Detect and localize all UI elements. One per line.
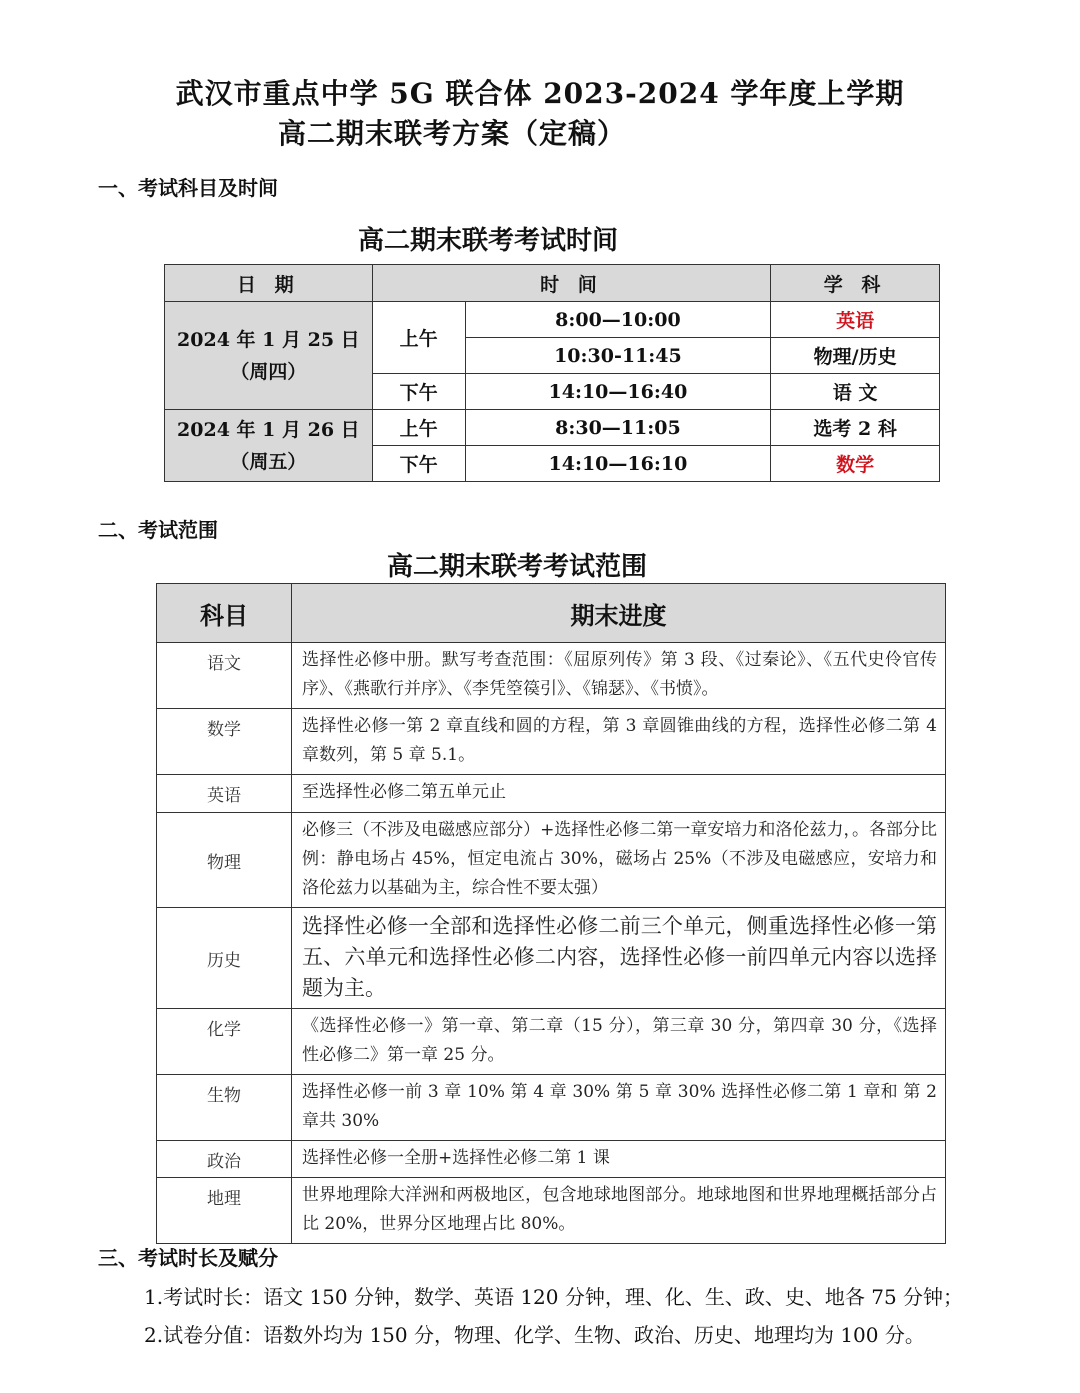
scope-content: 至选择性必修二第五单元止: [292, 775, 946, 813]
date-cell-day2: [165, 410, 373, 482]
exam-schedule-table: [164, 264, 940, 482]
scope-content: 选择性必修一全部和选择性必修二前三个单元，侧重选择性必修一第五、六单元和选择性必修二内容，选择性必修一前四单元内容以选择题为主。: [292, 908, 946, 1009]
scope-row: [157, 908, 946, 1009]
document-title-line2: 高二期末联考方案（定稿）: [278, 117, 627, 150]
scope-subject: 生物: [157, 1075, 292, 1141]
schedule-row: [165, 302, 940, 338]
scope-row: [157, 643, 946, 709]
scope-subject: 地理: [157, 1178, 292, 1244]
scope-subject: 政治: [157, 1141, 292, 1178]
date-text: 2024 年 1 月 25 日: [177, 328, 360, 351]
scope-content: 《选择性必修一》第一章、第二章（15 分），第三章 30 分，第四章 30 分，《选择性必修二》第一章 25 分。: [292, 1009, 946, 1075]
schedule-header-row: [165, 265, 940, 302]
scope-subject: 数学: [157, 709, 292, 775]
scope-content: 必修三（不涉及电磁感应部分）+选择性必修二第一章安培力和洛伦兹力，。各部分比例：静电场占 45%，恒定电流占 30%，磁场占 25%（不涉及电磁感应，安培力和洛伦兹力以基础为主，综合性不要太强）: [292, 813, 946, 908]
header-subject: 学 科: [771, 265, 940, 302]
scope-content: 选择性必修中册。默写考查范围：《屈原列传》第 3 段、《过秦论》、《五代史伶官传序》、《燕歌行并序》、《李凭箜篌引》、《锦瑟》、《书愤》。: [292, 643, 946, 709]
scope-header-row: [157, 584, 946, 643]
time-cell: 14:10—16:10: [465, 446, 771, 482]
scope-row: [157, 1075, 946, 1141]
duration-line: 1.考试时长：语文 150 分钟，数学、英语 120 分钟，理、化、生、政、史、地各 75 分钟；: [144, 1285, 964, 1309]
section1-heading: 一、考试科目及时间: [98, 176, 278, 200]
scope-row: [157, 813, 946, 908]
subject-cell: 数学: [771, 446, 940, 482]
scope-subject: 物理: [157, 813, 292, 908]
header-content: 期末进度: [292, 584, 946, 643]
subject-cell: 语 文: [771, 374, 940, 410]
scope-content: 世界地理除大洋洲和两极地区，包含地球地图部分。地球地图和世界地理概括部分占比 20%，世界分区地理占比 80%。: [292, 1178, 946, 1244]
period-pm: 下午: [372, 374, 465, 410]
scope-subject: 语文: [157, 643, 292, 709]
period-am: 上午: [372, 302, 465, 374]
scope-row: [157, 709, 946, 775]
scope-content: 选择性必修一前 3 章 10% 第 4 章 30% 第 5 章 30% 选择性必修二第 1 章和 第 2 章共 30%: [292, 1075, 946, 1141]
scope-content: 选择性必修一第 2 章直线和圆的方程，第 3 章圆锥曲线的方程，选择性必修二第 4 章数列，第 5 章 5.1。: [292, 709, 946, 775]
header-time: 时 间: [372, 265, 770, 302]
scope-row: [157, 1178, 946, 1244]
scope-table-title: 高二期末联考考试范围: [386, 552, 647, 582]
header-date: 日 期: [165, 265, 373, 302]
weekday-text: （周五）: [230, 450, 307, 473]
time-cell: 8:00—10:00: [465, 302, 771, 338]
subject-cell: 物理/历史: [771, 338, 940, 374]
scope-content: 选择性必修一全册+选择性必修二第 1 课: [292, 1141, 946, 1178]
scope-row: [157, 775, 946, 813]
score-line: 2.试卷分值：语数外均为 150 分，物理、化学、生物、政治、历史、地理均为 100 分。: [144, 1323, 925, 1347]
section2-heading: 二、考试范围: [98, 518, 218, 542]
period-pm: 下午: [372, 446, 465, 482]
header-subject: 科目: [157, 584, 292, 643]
subject-cell: 选考 2 科: [771, 410, 940, 446]
schedule-row: [165, 410, 940, 446]
scope-subject: 历史: [157, 908, 292, 1009]
weekday-text: （周四）: [230, 360, 307, 383]
scope-subject: 英语: [157, 775, 292, 813]
scope-row: [157, 1009, 946, 1075]
time-cell: 10:30-11:45: [465, 338, 771, 374]
document-title-line1: 武汉市重点中学 5G 联合体 2023-2024 学年度上学期: [175, 77, 905, 110]
date-cell-day1: [165, 302, 373, 410]
subject-cell: 英语: [771, 302, 940, 338]
time-cell: 14:10—16:40: [465, 374, 771, 410]
exam-scope-table: [156, 583, 946, 1244]
scope-row: [157, 1141, 946, 1178]
scope-subject: 化学: [157, 1009, 292, 1075]
time-cell: 8:30—11:05: [465, 410, 771, 446]
section3-heading: 三、考试时长及赋分: [98, 1246, 278, 1270]
date-text: 2024 年 1 月 26 日: [177, 418, 360, 441]
schedule-table-title: 高二期末联考考试时间: [357, 226, 618, 256]
period-am: 上午: [372, 410, 465, 446]
